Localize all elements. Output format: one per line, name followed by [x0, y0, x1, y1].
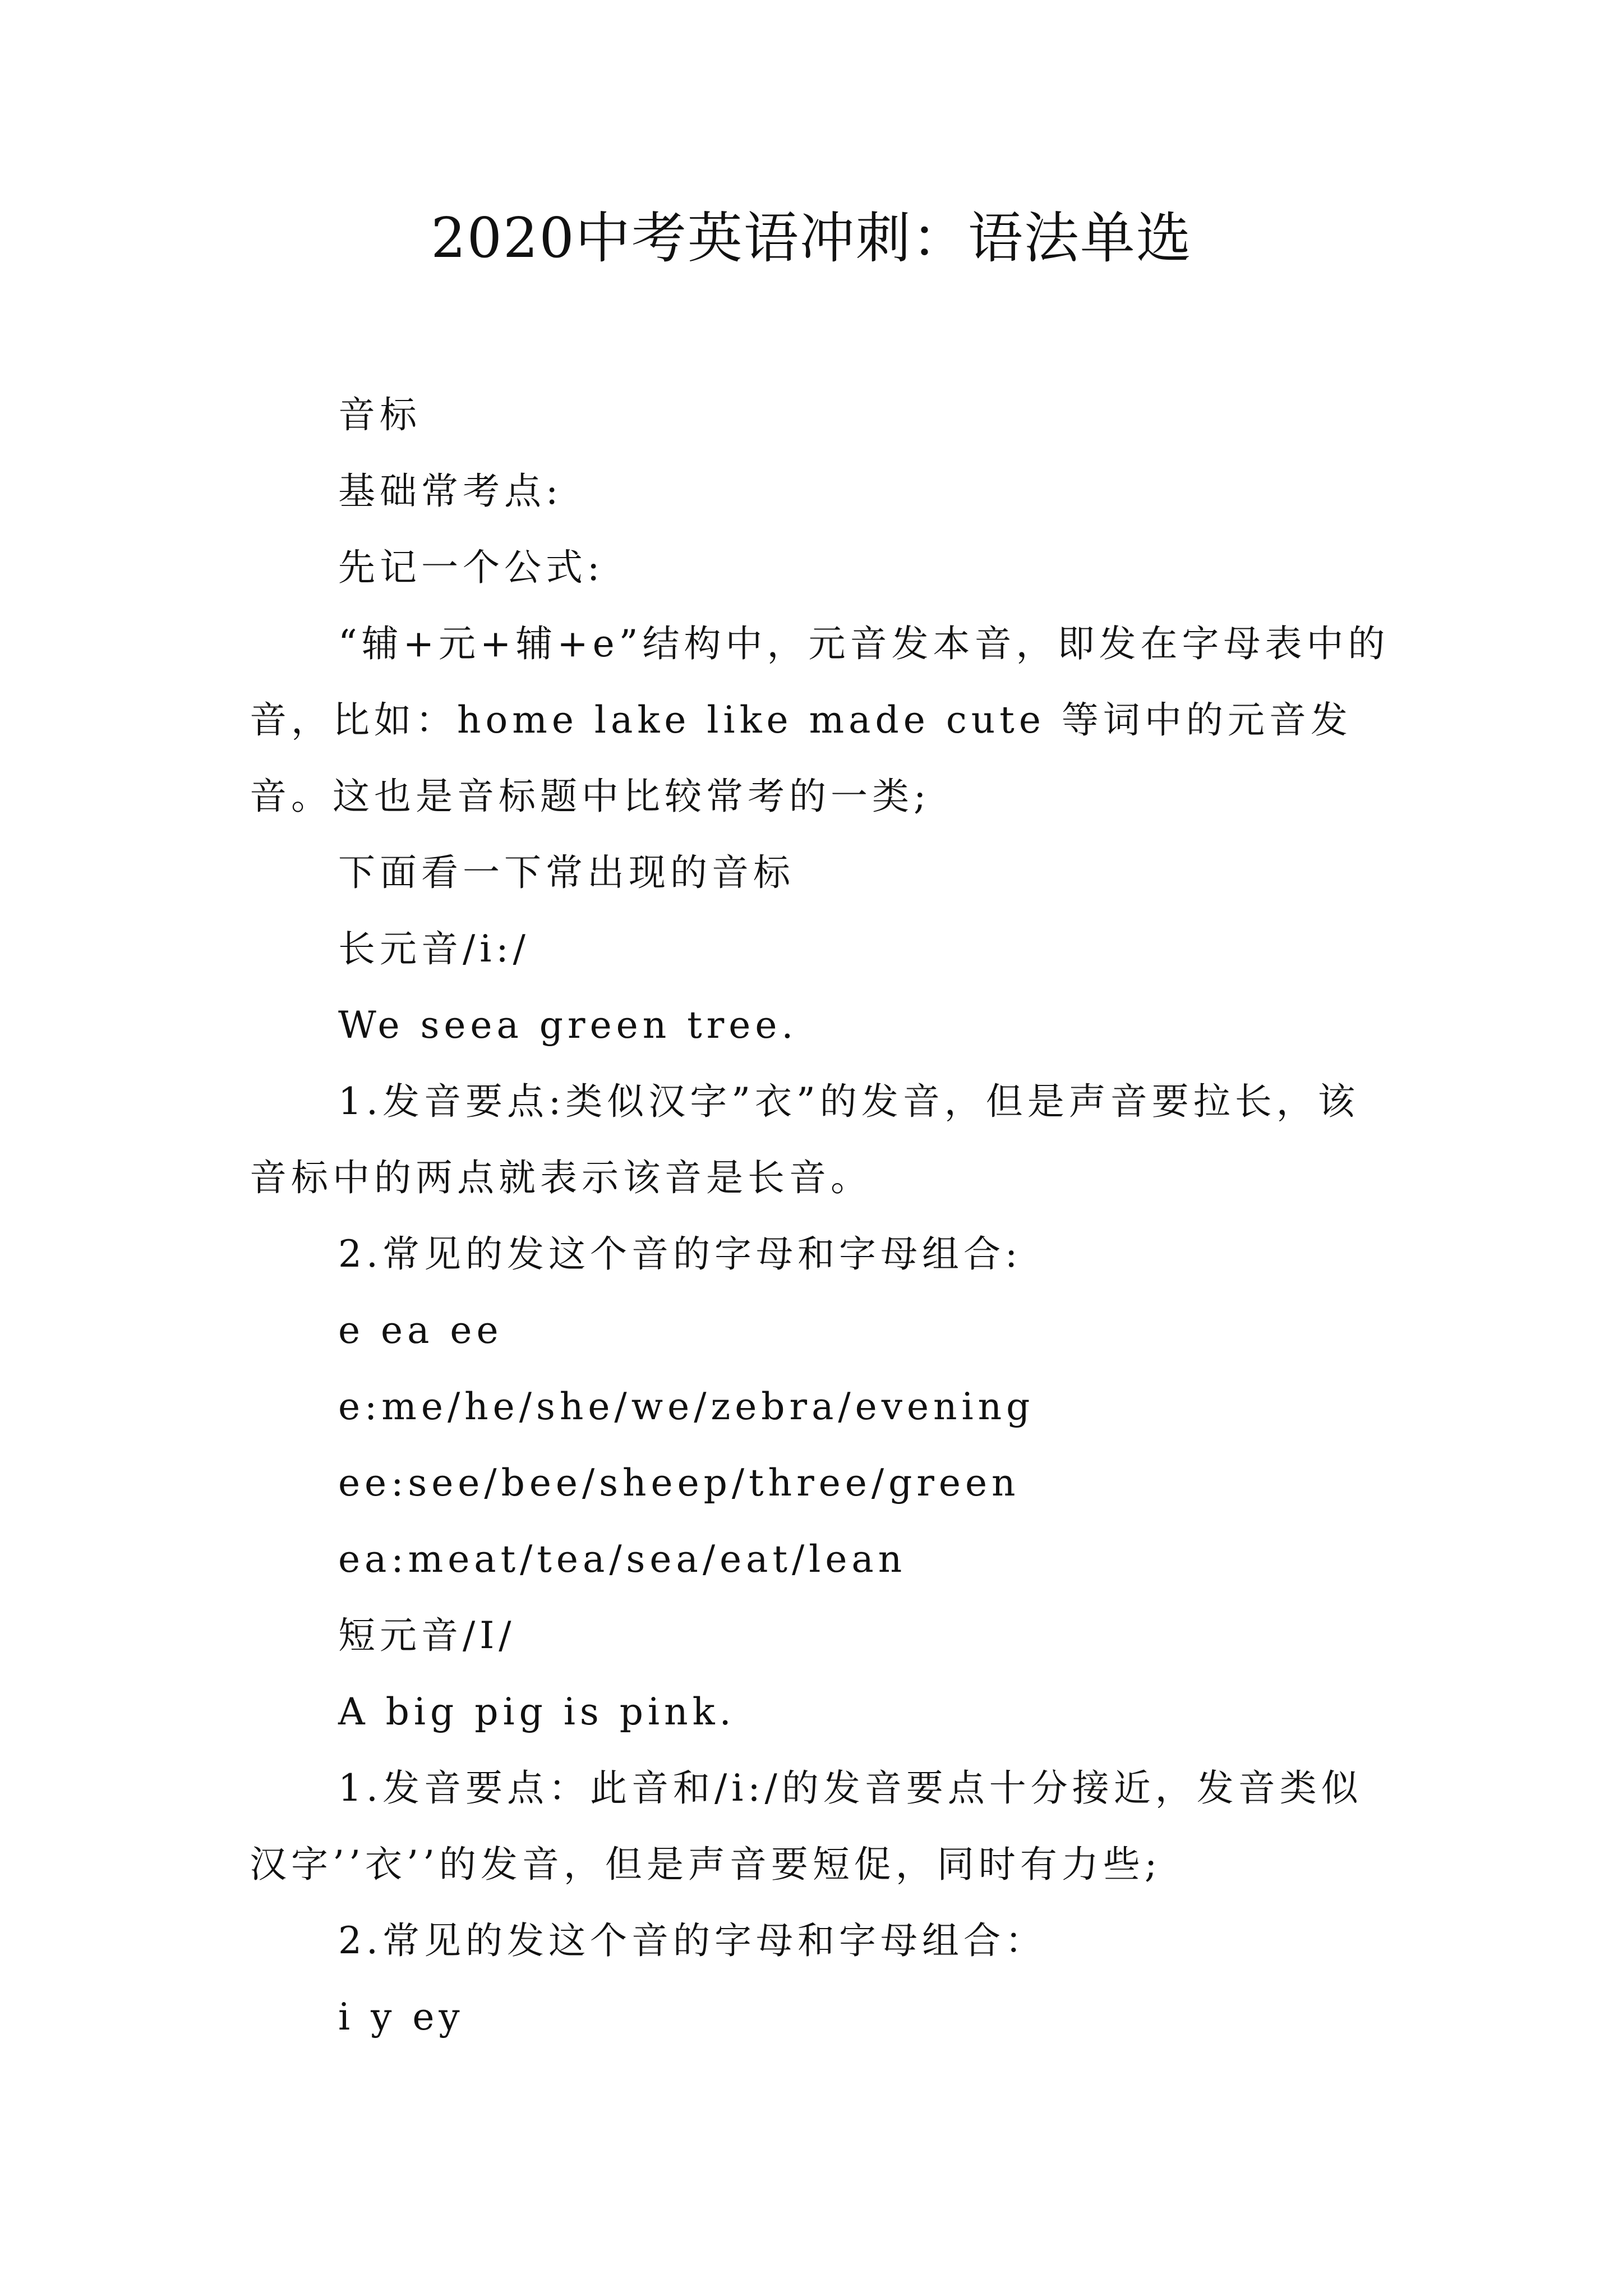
- paragraph: 先记一个公式:: [338, 546, 605, 589]
- paragraph: 下面看一下常出现的音标: [338, 851, 795, 894]
- paragraph: 音标: [338, 393, 421, 436]
- paragraph: 基础常考点:: [338, 470, 563, 513]
- paragraph: ee:see/bee/sheep/three/green: [338, 1461, 1020, 1504]
- paragraph: We seea green tree.: [338, 1004, 798, 1047]
- paragraph: 短元音/I/: [338, 1614, 516, 1657]
- paragraph: e:me/he/she/we/zebra/evening: [338, 1385, 1035, 1428]
- paragraph: 长元音/i:/: [338, 927, 530, 970]
- document-body: [250, 377, 1394, 2055]
- paragraph: i y ey: [338, 1995, 464, 2039]
- paragraph: 2.常见的发这个音的字母和字母组合:: [338, 1232, 1022, 1276]
- document-title: 2020中考英语冲刺：语法单选: [431, 206, 1192, 270]
- paragraph: 1.发音要点：此音和/i:/的发音要点十分接近，发音类似汉字’’衣’’的发音，但是声音要短促，同时有力些;: [250, 1766, 1363, 1886]
- paragraph: 2.常见的发这个音的字母和字母组合：: [338, 1919, 1046, 1962]
- paragraph: 1.发音要点:类似汉字”衣”的发音，但是声音要拉长，该音标中的两点就表示该音是长音。: [250, 1080, 1359, 1199]
- paragraph: A big pig is pink.: [338, 1690, 736, 1733]
- paragraph: “辅+元+辅+e”结构中，元音发本音，即发在字母表中的音，比如：home lake like made cute 等词中的元音发音。这也是音标题中比较常考的一类;: [250, 622, 1390, 818]
- paragraph: ea:meat/tea/sea/eat/lean: [338, 1538, 907, 1581]
- paragraph: e ea ee: [338, 1309, 503, 1352]
